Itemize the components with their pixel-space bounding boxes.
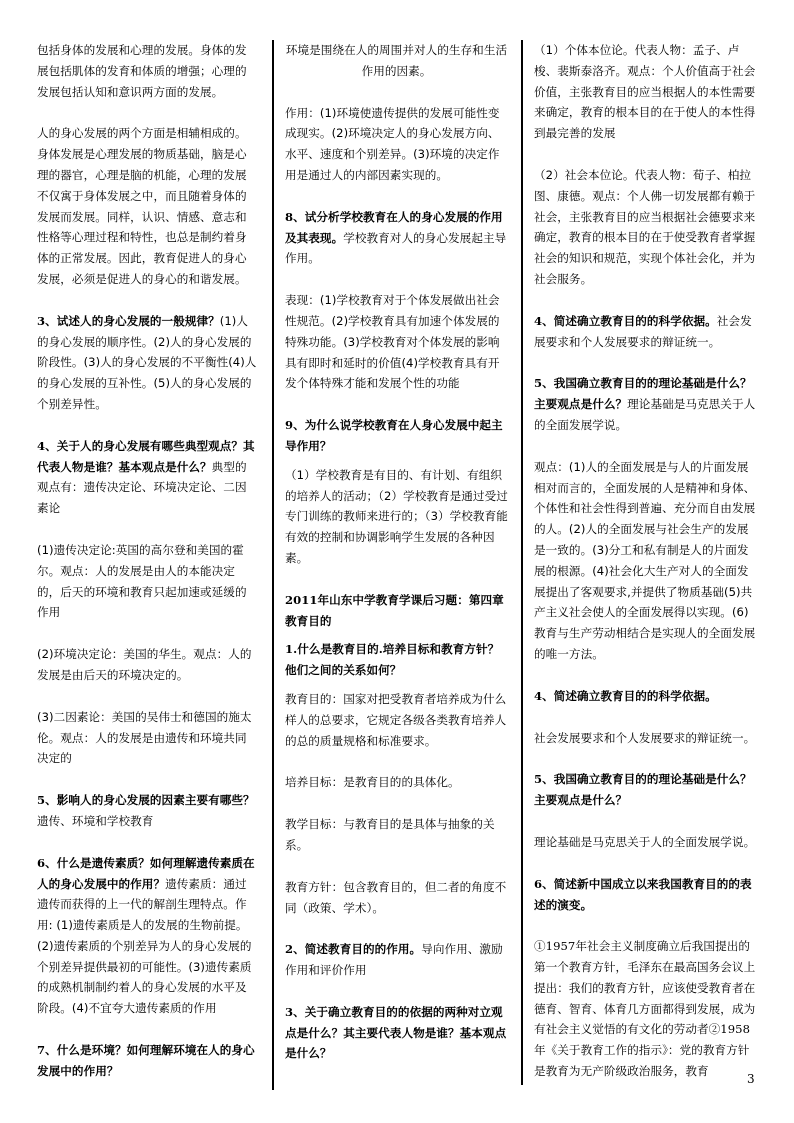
question-9 xyxy=(285,415,508,457)
question-8 xyxy=(285,207,508,269)
question-4 xyxy=(37,436,258,519)
answer-text: 遗传、环境和学校教育 xyxy=(37,813,154,828)
answer-text: 遗传素质：通过遗传而获得的上一代的解剖生理特点。作用: (1)遗传素质是人的发展的生物前提。(2)遗传素质的个别差异为人的身心发展的个别差异提供最初的可能性。(3)遗传素质的成熟机制制约着人的身心发展的水平及阶段。(4)不宜夸大遗传素质的作用 xyxy=(37,876,252,1016)
question-6-title: 6、简述新中国成立以来我国教育目的的表述的演变。 xyxy=(534,876,752,912)
question-7 xyxy=(37,1040,258,1082)
question-title: 2、简述教育目的的作用。 xyxy=(285,942,422,957)
paragraph: (1)遗传决定论:英国的高尔登和美国的霍尔。观点：人的发展是由人的本能决定的，后天的环境和教育只起加速或延缓的作用 xyxy=(37,542,247,620)
paragraph: 培养目标：是教育目的的具体化。 xyxy=(285,775,460,790)
paragraph: （1）学校教育是有目的、有计划、有组织的培养人的活动；（2）学校教育是通过受过专门训练的教师来进行的；（3）学校教育能有效的控制和协调影响学生发展的各种因素。 xyxy=(285,467,508,565)
question-title: 8、试分析学校教育在人的身心发展的作用及其表现。 xyxy=(285,209,503,245)
paragraph: 教学目标：与教育目的是具体与抽象的关系。 xyxy=(285,817,495,852)
question-title: 4、关于人的身心发展有哪些典型观点？其代表人物是谁？基本观点是什么？ xyxy=(37,438,255,474)
column-right xyxy=(534,40,760,1103)
column-divider-right xyxy=(521,40,523,1085)
question-title: 7、什么是环境？如何理解环境在人的身心发展中的作用？ xyxy=(37,1043,255,1078)
question-title: 5、我国确立教育目的的理论基础是什么？主要观点是什么？ xyxy=(534,376,752,412)
question-title: 6、什么是遗传素质？如何理解遗传素质在人的身心发展中的作用？ xyxy=(37,855,255,891)
question-title: 4、简述确立教育目的的科学依据。 xyxy=(534,313,717,328)
paragraph: 理论基础是马克思关于人的全面发展学说。 xyxy=(534,834,756,849)
chapter-heading: 2011年山东中学教育学课后习题：第四章教育目的 xyxy=(285,592,504,628)
paragraph: （1）个体本位论。代表人物：孟子、卢梭、裴斯泰洛齐。观点：个人价值高于社会价值，主张教育目的应当根据人的本性需要来确定，教育的根本目的在于使人的本性得到最完善的发展 xyxy=(534,43,756,141)
answer-text: 典型的观点有：遗传决定论、环境决定论、二因素论 xyxy=(37,459,247,516)
question-title: 9、为什么说学校教育在人身心发展中起主导作用？ xyxy=(285,418,503,453)
question-4b-title: 4、简述确立教育目的的科学依据。 xyxy=(534,688,717,703)
paragraph: 观点：(1)人的全面发展是与人的片面发展相对而言的，全面发展的人是精神和身体、个体性和社会性得到普遍、充分而自由发展的人。(2)人的全面发展与社会生产的发展是一致的。(3)分工和私有制是人的片面发展的根源。(4)社会化大生产对人的全面发展提出了客观要求,并提供了物质基础(5)共产主义社会使人的全面发展得以实现。(6)教育与生产劳动相结合是实现人的全面发展的唯一方法。 xyxy=(534,459,756,661)
question-2 xyxy=(285,939,508,981)
paragraph: (3)二因素论：美国的吴伟士和德国的施太伦。观点：人的发展是由遗传和环境共同决定的 xyxy=(37,709,252,766)
paragraph: 教育目的：国家对把受教育者培养成为什么样人的总要求，它规定各级各类教育培养人的总的质量规格和标准要求。 xyxy=(285,691,507,748)
column-middle xyxy=(285,40,508,1085)
paragraph: 包括身体的发展和心理的发展。身体的发展包括肌体的发育和体质的增强；心理的发展包括认知和意识两方面的发展。 xyxy=(37,43,247,99)
column-divider-left xyxy=(272,40,274,1090)
question-1-title: 1.什么是教育目的.培养目标和教育方针？他们之间的关系如何？ xyxy=(285,642,500,678)
answer-text: 理论基础是马克思关于人的全面发展学说。 xyxy=(534,397,756,432)
paragraph: （2）社会本位论。代表人物：荀子、柏拉图、康德。观点：个人佛一切发展都有赖于社会，主张教育目的应当根据社会德要求来确定，教育的根本目的在于使受教育者掌握社会的知识和规范，实现个体社会化，并为社会服务。 xyxy=(534,167,756,286)
question-title: 3、试述人的身心发展的一般规律？ xyxy=(37,313,220,328)
question-3 xyxy=(285,1002,508,1064)
paragraph: (2)环境决定论：美国的华生。观点：人的发展是由后天的环境决定的。 xyxy=(37,647,252,682)
question-title: 3、关于确立教育目的的依据的两种对立观点是什么？其主要代表人物是谁？基本观点是什么？ xyxy=(285,1004,507,1061)
paragraph: 社会发展要求和个人发展要求的辩证统一。 xyxy=(534,730,756,745)
paragraph: 教育方针：包含教育目的，但二者的角度不同（政策、学术）。 xyxy=(285,879,507,915)
paragraph: ①1957年社会主义制度确立后我国提出的第一个教育方针，毛泽东在最高国务会议上提出：我们的教育方针，应该使受教育者在德育、智育、体育几方面都得到发展，成为有社会主义觉悟的有文化的劳动者②1958年《关于教育工作的指示》：党的教育方针是教育为无产阶级政治服务，教育 xyxy=(534,939,756,1079)
column-left xyxy=(37,40,258,1103)
paragraph: 作用：(1)环境使遗传提供的发展可能性变成现实。(2)环境决定人的身心发展方向、水平、速度和个别差异。(3)环境的决定作用是通过人的内部因素实现的。 xyxy=(285,105,500,182)
page-number: 3 xyxy=(747,1072,755,1086)
paragraph: 环境是围绕在人的周围并对人的生存和生活作用的因素。 xyxy=(285,43,508,78)
question-title: 5、影响人的身心发展的因素主要有哪些？ xyxy=(37,793,255,808)
question-5b-title: 5、我国确立教育目的的理论基础是什么？主要观点是什么？ xyxy=(534,772,752,808)
question-4 xyxy=(534,311,760,353)
question-5 xyxy=(534,373,760,435)
question-5 xyxy=(37,790,258,832)
answer-text: 学校教育对人的身心发展起主导作用。 xyxy=(285,230,507,266)
answer-text: (1)人的身心发展的顺序性。(2)人的身心发展的阶段性。(3)人的身心发展的不平衡性(4)人的身心发展的互补性。(5)人的身心发展的个别差异性。 xyxy=(37,313,257,411)
paragraph: 人的身心发展的两个方面是相辅相成的。身体发展是心理发展的物质基础，脑是心理的器官，心理是脑的机能，心理的发展不仅寓于身体发展之中，而且随着身体的发展而发展。同样，认识、情感、意志和性格等心理过程和特性，也总是制约着身体的正常发展。因此，教育促进人的身心发展，必须是促进人的身心的和谐发展。 xyxy=(37,126,247,286)
question-6 xyxy=(37,853,258,1019)
answer-text: 社会发展要求和个人发展要求的辩证统一。 xyxy=(534,313,752,349)
paragraph: 表现：(1)学校教育对于个体发展做出社会性规范。(2)学校教育具有加速个体发展的特殊功能。(3)学校教育对个体发展的影响具有即时和延时的价值(4)学校教育具有开发个体特殊才能和发展个性的功能 xyxy=(285,293,500,391)
answer-text: 导向作用、激励作用和评价作用 xyxy=(285,942,503,978)
question-3 xyxy=(37,311,258,415)
